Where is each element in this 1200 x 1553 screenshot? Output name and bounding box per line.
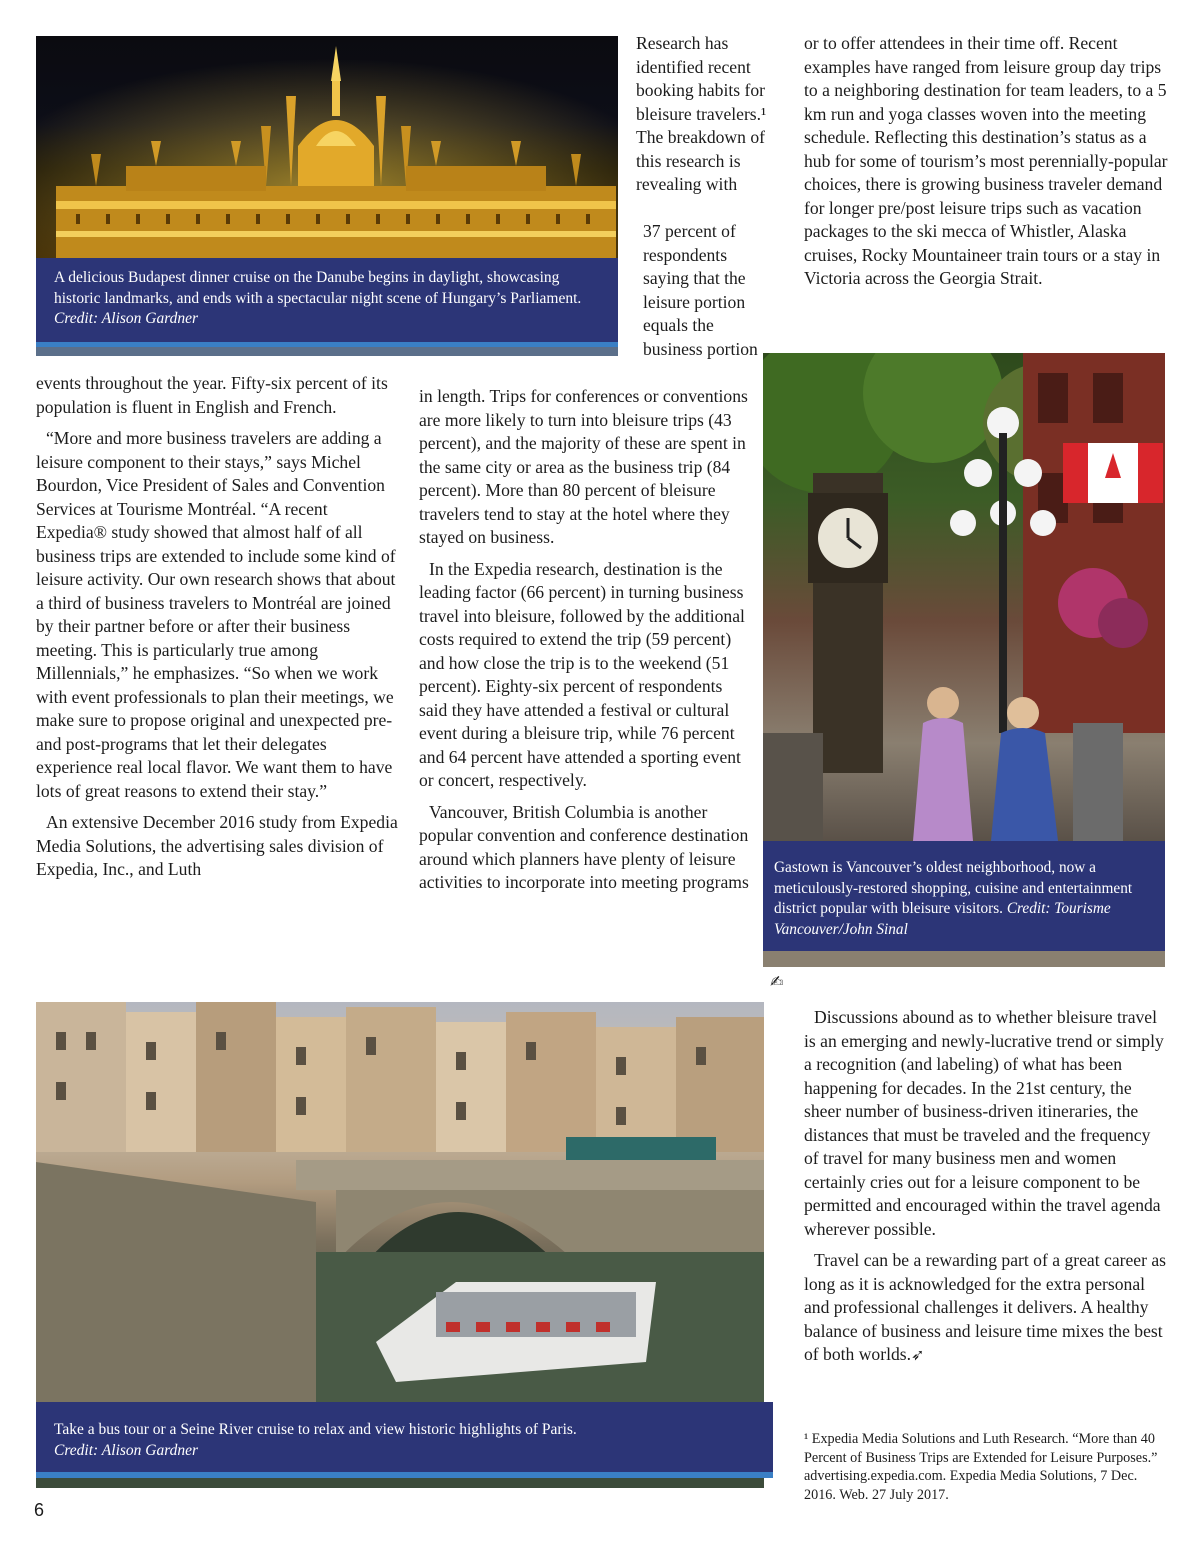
swirl-ornament-icon: ✍ (770, 972, 784, 991)
gastown-caption (763, 841, 1165, 951)
budapest-photo-art (36, 36, 618, 258)
paris-caption (36, 1402, 773, 1472)
page-number: 6 (34, 1500, 45, 1520)
paris-seine-photo (36, 1002, 764, 1402)
footnote: ¹ Expedia Media Solutions and Luth Research. “More than 40 Percent of Business Trips are Extended for Leisure Purposes.” advertising.expedia.com. Expedia Media Solutions, 7 Dec. 2016. Web. 27 July 2017. (804, 1431, 1158, 1504)
column-2-top-b: 37 percent of respondents saying that the leisure portion equals the business portion (643, 221, 758, 359)
budapest-water-strip (36, 347, 618, 356)
column-2-paragraph-2: In the Expedia research, destination is the leading factor (66 percent) in turning business travel into bleisure, followed by the additional costs required to extend the trip (59 percent) and how close the trip is to the weekend (51 percent). Eighty-six percent of respondents said they have attended a festival or cultural event during a bleisure trip, while 76 percent and 64 percent have attended a sporting event or concert, respectively. (419, 558, 745, 790)
paris-caption-credit: Credit: Alison Gardner (54, 1441, 199, 1459)
budapest-parliament-photo (36, 36, 618, 258)
paris-photo-art (36, 1002, 764, 1402)
column-1-paragraph-1: events throughout the year. Fifty-six percent of its population is fluent in English and French. (36, 373, 388, 417)
column-2 (419, 385, 749, 903)
gastown-photo-art (763, 353, 1165, 841)
column-1-paragraph-3: An extensive December 2016 study from Expedia Media Solutions, the advertising sales division of Expedia, Inc., and Luth (36, 812, 398, 879)
column-3-paragraph-1: Discussions abound as to whether bleisure travel is an emerging and newly-lucrative trend or simply a recognition (and labeling) of what has been happening for decades. In the 21st century, the sheer number of business-driven itineraries, the distances that must be traveled and the frequency of travel for many business men and women certainly cries out for a leisure component to be permitted and encouraged within the travel agenda wherever possible. (804, 1007, 1164, 1239)
column-3-paragraph-2 (804, 1249, 1166, 1367)
column-3-bottom (804, 1006, 1166, 1375)
budapest-caption-text: A delicious Budapest dinner cruise on the Danube begins in daylight, showcasing historic landmarks, and ends with a spectacular night scene of Hungary’s Parliament. (54, 269, 582, 307)
column-3-top: or to offer attendees in their time off. Recent examples have ranged from leisure group day trips to a neighboring destination for team leaders, to a 5 km run and yoga classes woven into the meeting schedule. Reflecting this destination’s status as a hub for some of tourism’s most perennially-popular choices, there is growing business traveler demand for longer pre/post leisure trips such as vacation packages to the ski mecca of Whistler, Alaska cruises, Rocky Mountaineer train tours or a stay in Victoria across the Georgia Strait. (804, 33, 1168, 288)
end-of-article-icon: ➶ (911, 1345, 925, 1364)
column-1-paragraph-2: “More and more business travelers are adding a leisure component to their stays,” says Michel Bourdon, Vice President of Sales and Convention Services at Tourisme Montréal. “A recent Expedia® study showed that almost half of all business trips are extended to include some kind of leisure activity. Our own research shows that about a third of business travelers to Montréal are joined by their partner before or after their business meeting. This is particularly true among Millennials,” he emphasizes. “So when we work with event professionals to plan their meetings, we make sure to propose original and unexpected pre- and post-programs that let their delegates experience real local flavor. We want them to have lots of great reasons to extend their stay.” (36, 428, 396, 801)
gastown-vancouver-photo (763, 353, 1165, 841)
column-3-paragraph-2-text: Travel can be a rewarding part of a great career as long as it is acknowledged for the extra personal and professional challenges it delivers. A healthy balance of business and leisure time mixes the best of both worlds. (804, 1250, 1167, 1364)
column-2-top-a: Research has identified recent booking habits for bleisure travelers.¹ The breakdown of this research is revealing with (636, 33, 767, 194)
paris-water-strip (36, 1478, 764, 1488)
paris-caption-text: Take a bus tour or a Seine River cruise to relax and view historic highlights of Paris. (54, 1421, 577, 1438)
column-2-paragraph-1: in length. Trips for conferences or conventions are more likely to turn into bleisure trips (43 percent), and the majority of these are spent in the same city or area as the business trip (84 percent). More than 80 percent of bleisure travelers tend to stay at the hotel where they stayed on business. (419, 386, 748, 547)
budapest-caption (36, 258, 618, 342)
column-2-paragraph-3: Vancouver, British Columbia is another popular convention and conference destination around which planners have plenty of leisure activities to incorporate into meeting programs (419, 801, 749, 892)
budapest-caption-credit: Credit: Alison Gardner (54, 310, 199, 327)
gastown-street-strip (763, 951, 1165, 967)
gastown-caption-credit: Credit: Tourisme Vancouver/John Sinal (774, 900, 1111, 938)
gastown-caption-text: Gastown is Vancouver’s oldest neighborhood, now a meticulously-restored shopping, cuisine and entertainment district popular with bleisure visitors. (774, 859, 1133, 917)
column-1 (36, 372, 398, 890)
